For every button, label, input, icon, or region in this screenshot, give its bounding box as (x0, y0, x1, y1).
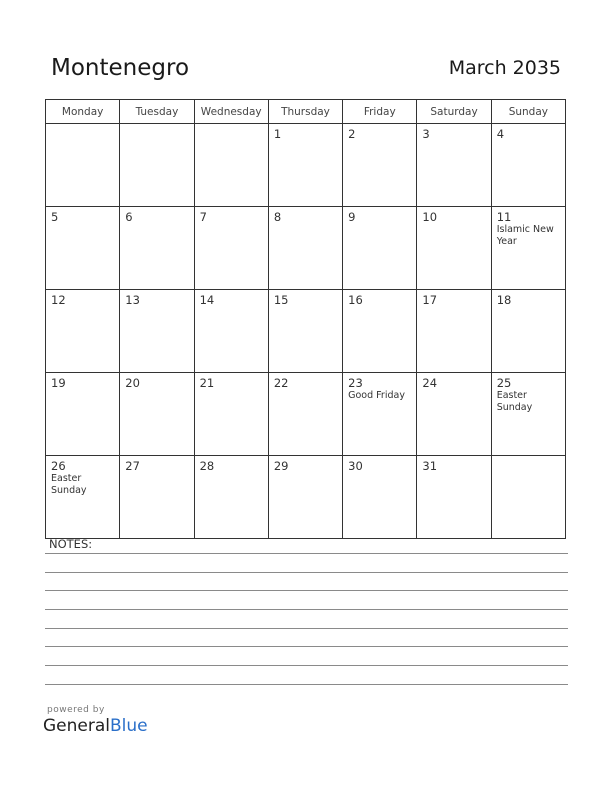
calendar-day-cell (491, 124, 565, 207)
calendar-day-cell (343, 456, 417, 539)
weekday-header: Tuesday (120, 100, 194, 124)
day-number: 13 (125, 293, 140, 307)
day-number: 14 (199, 293, 215, 307)
calendar-day-cell (417, 290, 491, 373)
calendar-day-cell (46, 373, 120, 456)
calendar-country-title: Montenegro (51, 55, 190, 81)
holiday-label: Easter Sunday (496, 390, 533, 413)
calendar-day-cell (120, 124, 194, 207)
day-number: 17 (422, 293, 438, 307)
note-line (45, 590, 568, 591)
calendar-week-row (46, 290, 566, 373)
calendar-day-cell (343, 207, 417, 290)
note-line (45, 609, 568, 610)
calendar-grid (45, 99, 566, 539)
day-number: 29 (273, 459, 289, 473)
calendar-week-row (46, 124, 566, 207)
calendar-day-cell (343, 373, 417, 456)
day-number: 5 (51, 210, 59, 224)
calendar-day-cell (46, 456, 120, 539)
holiday-label: Good Friday (348, 390, 405, 401)
day-number: 31 (422, 459, 438, 473)
day-number: 20 (125, 376, 140, 390)
day-number: 19 (51, 376, 66, 390)
day-number: 6 (125, 210, 133, 224)
weekday-header: Wednesday (194, 100, 268, 124)
calendar-day-cell (194, 207, 268, 290)
day-number: 23 (348, 376, 363, 390)
day-number: 25 (496, 376, 512, 390)
calendar-week-row (46, 456, 566, 539)
day-number: 21 (199, 376, 215, 390)
holiday-label: Islamic New Year (496, 224, 554, 247)
calendar-day-cell (343, 290, 417, 373)
calendar-month-title: March 2035 (448, 57, 561, 79)
weekday-header: Friday (343, 100, 417, 124)
calendar-day-cell (120, 456, 194, 539)
calendar-day-cell (268, 373, 342, 456)
day-number: 27 (125, 459, 140, 473)
calendar-day-cell (46, 290, 120, 373)
note-line (45, 628, 568, 629)
day-number: 11 (496, 210, 512, 224)
day-number: 7 (199, 210, 207, 224)
day-number: 1 (273, 127, 282, 141)
calendar-day-cell (343, 124, 417, 207)
day-number: 2 (348, 127, 356, 141)
calendar-day-cell (417, 456, 491, 539)
weekday-header: Monday (46, 100, 120, 124)
weekday-header-row (46, 100, 566, 124)
powered-by-text: powered by (47, 705, 105, 715)
day-number: 3 (422, 127, 430, 141)
weekday-header: Thursday (268, 100, 342, 124)
day-number: 18 (496, 293, 512, 307)
day-number: 10 (422, 210, 438, 224)
day-number: 15 (273, 293, 289, 307)
note-line (45, 684, 568, 685)
day-number: 28 (199, 459, 215, 473)
day-number: 22 (273, 376, 289, 390)
brand-blue: Blue (110, 716, 148, 736)
calendar-day-cell (491, 373, 565, 456)
weekday-header: Sunday (491, 100, 565, 124)
day-number: 9 (348, 210, 356, 224)
calendar-day-cell (194, 290, 268, 373)
brand-logo[interactable] (43, 716, 148, 736)
calendar-day-cell (491, 456, 565, 539)
calendar-day-cell (268, 456, 342, 539)
note-line (45, 553, 568, 554)
note-line (45, 572, 568, 573)
day-number: 4 (496, 127, 505, 141)
calendar-day-cell (268, 124, 342, 207)
calendar-week-row (46, 373, 566, 456)
calendar-day-cell (194, 456, 268, 539)
calendar-day-cell (194, 124, 268, 207)
calendar-day-cell (417, 207, 491, 290)
notes-label: NOTES: (49, 537, 93, 551)
day-number: 26 (51, 459, 66, 473)
calendar-day-cell (491, 207, 565, 290)
calendar-day-cell (46, 124, 120, 207)
calendar-day-cell (268, 207, 342, 290)
day-number: 12 (51, 293, 66, 307)
calendar-day-cell (46, 207, 120, 290)
calendar-day-cell (194, 373, 268, 456)
brand-general: General (43, 716, 110, 736)
day-number: 30 (348, 459, 363, 473)
day-number: 24 (422, 376, 438, 390)
calendar-day-cell (120, 290, 194, 373)
day-number: 16 (348, 293, 363, 307)
calendar-week-row (46, 207, 566, 290)
calendar-day-cell (491, 290, 565, 373)
calendar-day-cell (417, 373, 491, 456)
holiday-label: Easter Sunday (51, 473, 87, 496)
day-number: 8 (273, 210, 282, 224)
note-line (45, 646, 568, 647)
note-line (45, 665, 568, 666)
weekday-header: Saturday (417, 100, 491, 124)
calendar-day-cell (120, 207, 194, 290)
calendar-day-cell (120, 373, 194, 456)
calendar-day-cell (417, 124, 491, 207)
calendar-day-cell (268, 290, 342, 373)
